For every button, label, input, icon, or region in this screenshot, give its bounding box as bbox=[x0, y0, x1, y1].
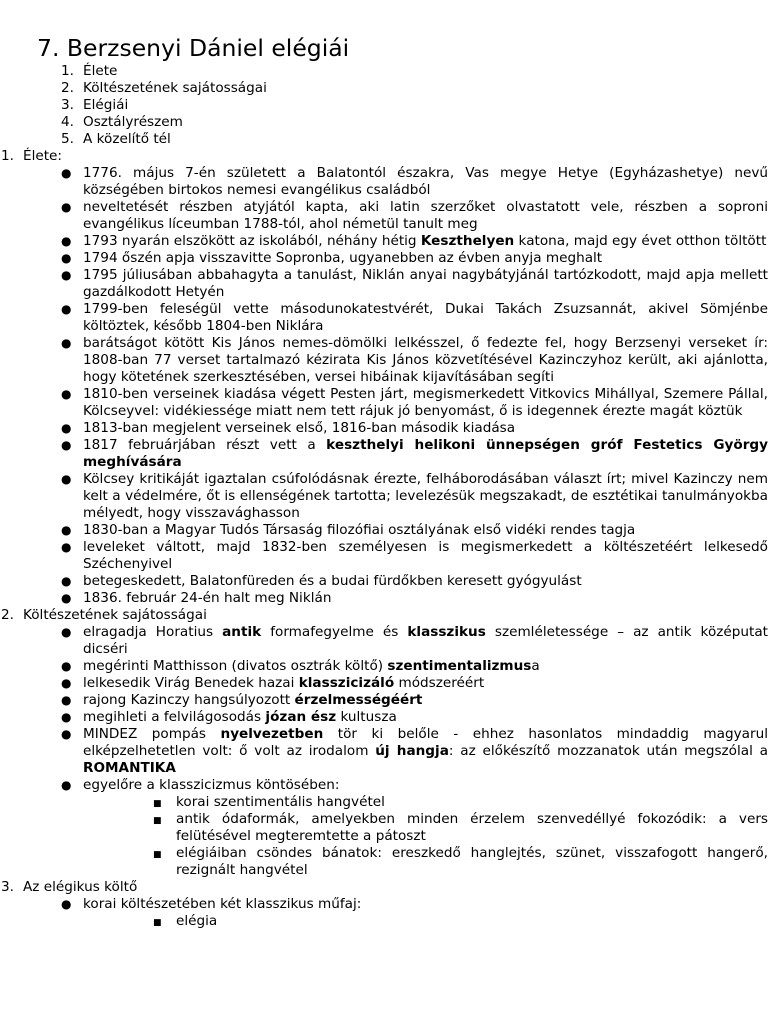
list-item-text: 1813-ban megjelent verseinek első, 1816-ban második kiadása bbox=[83, 420, 516, 436]
list-item bbox=[37, 522, 768, 539]
bullet-icon: ● bbox=[61, 659, 72, 673]
toc-number: 4. bbox=[61, 114, 74, 130]
list-item bbox=[37, 709, 768, 726]
list-item-text: barátságot kötött Kis János nemes-dömölki lelkésszel, ő fedezte fel, hogy Berzsenyi verseket ír: 1808-ban 77 verset tartalmazó kézirata Kis János közvetítésével Kazinczyhoz került, aki ajánlotta, hogy kötetének szerkesztésében, versei hibáinak kijavításában segíti bbox=[83, 335, 768, 385]
toc-number: 5. bbox=[61, 131, 74, 147]
bullet-icon: ● bbox=[61, 200, 72, 214]
list-item-text: rajong Kazinczy hangsúlyozott érzelmességéért bbox=[83, 692, 423, 708]
square-bullet-icon: ■ bbox=[153, 850, 162, 860]
list-item bbox=[37, 896, 768, 913]
bullet-icon: ● bbox=[61, 251, 72, 265]
toc-number: 1. bbox=[61, 63, 74, 79]
square-bullet-icon: ■ bbox=[153, 799, 162, 809]
sub-list-item bbox=[37, 913, 768, 930]
toc-number: 3. bbox=[61, 97, 74, 113]
list-item-text: megihleti a felvilágosodás józan ész kultusza bbox=[83, 709, 397, 725]
list-item bbox=[37, 437, 768, 471]
bullet-icon: ● bbox=[61, 472, 72, 486]
bullet-icon: ● bbox=[61, 523, 72, 537]
toc-item bbox=[37, 97, 768, 114]
toc-item bbox=[37, 80, 768, 97]
list-item-text: megérinti Matthisson (divatos osztrák költő) szentimentalizmusa bbox=[83, 658, 540, 674]
toc-text: A közelítő tél bbox=[83, 131, 171, 147]
section-heading-text: Költészetének sajátosságai bbox=[23, 607, 207, 623]
list-item-text: 1836. február 24-én halt meg Niklán bbox=[83, 590, 332, 606]
list-item bbox=[37, 675, 768, 692]
square-bullet-icon: ■ bbox=[153, 816, 162, 826]
list-item bbox=[37, 165, 768, 199]
section-heading-life bbox=[1, 148, 768, 165]
sub-list-item bbox=[37, 811, 768, 845]
list-item bbox=[37, 573, 768, 590]
list-item bbox=[37, 233, 768, 250]
bullet-icon: ● bbox=[61, 710, 72, 724]
section-number: 1. bbox=[1, 148, 14, 164]
list-item bbox=[37, 658, 768, 675]
section-number: 2. bbox=[1, 607, 14, 623]
toc-text: Élete bbox=[83, 63, 118, 79]
list-item bbox=[37, 250, 768, 267]
list-item bbox=[37, 777, 768, 794]
section-heading-text: Az elégikus költő bbox=[23, 879, 138, 895]
bullet-icon: ● bbox=[61, 693, 72, 707]
bullet-icon: ● bbox=[61, 591, 72, 605]
bullet-icon: ● bbox=[61, 438, 72, 452]
bullet-icon: ● bbox=[61, 676, 72, 690]
bullet-icon: ● bbox=[61, 268, 72, 282]
list-item-text: egyelőre a klasszicizmus köntösében: bbox=[83, 777, 340, 793]
sub-list-item-text: korai szentimentális hangvétel bbox=[176, 794, 385, 810]
list-item bbox=[37, 692, 768, 709]
list-item-text: lelkesedik Virág Benedek hazai klasszicizáló módszeréért bbox=[83, 675, 485, 691]
list-item bbox=[37, 471, 768, 522]
list-item bbox=[37, 267, 768, 301]
list-item bbox=[37, 590, 768, 607]
square-bullet-icon: ■ bbox=[153, 918, 162, 928]
list-item-text: Kölcsey kritikáját igaztalan csúfolódásnak érezte, felháborodásában választ írt; mivel Kazinczy nem kelt a védelmére, őt is ellenségének tartotta; levelezésük megszakadt, de esztétikai tanulmányokba mélyedt, hogy visszavághasson bbox=[83, 471, 768, 521]
bullet-icon: ● bbox=[61, 166, 72, 180]
sub-list-item bbox=[37, 845, 768, 879]
list-item bbox=[37, 624, 768, 658]
toc-text: Elégiái bbox=[83, 97, 129, 113]
list-item bbox=[37, 301, 768, 335]
sub-list-item-text: elégia bbox=[176, 913, 218, 929]
list-item-text: 1799-ben feleségül vette másodunokatestvérét, Dukai Takách Zsuzsannát, akivel Sömjénbe költöztek, később 1804-ben Niklára bbox=[83, 301, 768, 334]
bullet-icon: ● bbox=[61, 302, 72, 316]
list-item-text: betegeskedett, Balatonfüreden és a budai fürdőkben keresett gyógyulást bbox=[83, 573, 582, 589]
bullet-icon: ● bbox=[61, 421, 72, 435]
sub-list-item-text: elégiáiban csöndes bánatok: ereszkedő hanglejtés, szünet, visszafogott hangerő, rezignált hangvétel bbox=[176, 845, 768, 878]
page-title: 7. Berzsenyi Dániel elégiái bbox=[37, 34, 350, 62]
section-heading-poetry bbox=[1, 607, 768, 624]
bullet-icon: ● bbox=[61, 727, 72, 741]
bullet-icon: ● bbox=[61, 897, 72, 911]
section-heading-elegiac bbox=[1, 879, 768, 896]
toc-text: Osztályrészem bbox=[83, 114, 183, 130]
list-item bbox=[37, 420, 768, 437]
toc-number: 2. bbox=[61, 80, 74, 96]
toc-item bbox=[37, 114, 768, 131]
toc-text: Költészetének sajátosságai bbox=[83, 80, 267, 96]
list-item-text: elragadja Horatius antik formafegyelme és klasszikus szemléletessége – az antik középutat dicséri bbox=[83, 624, 768, 657]
list-item-text: 1793 nyarán elszökött az iskolából, néhány hétig Keszthelyen katona, majd egy évet otthon töltött bbox=[83, 233, 767, 249]
list-item bbox=[37, 386, 768, 420]
bullet-icon: ● bbox=[61, 574, 72, 588]
toc-item bbox=[37, 131, 768, 148]
sub-list-item bbox=[37, 794, 768, 811]
list-item-text: 1794 őszén apja visszavitte Sopronba, ugyanebben az évben anyja meghalt bbox=[83, 250, 603, 266]
list-item-text: 1776. május 7-én született a Balatontól északra, Vas megye Hetye (Egyházashetye) nevű községében birtokos nemesi evangélikus családból bbox=[83, 165, 768, 198]
list-item bbox=[37, 199, 768, 233]
section-number: 3. bbox=[1, 879, 14, 895]
bullet-icon: ● bbox=[61, 625, 72, 639]
list-item-text: neveltetését részben atyjától kapta, aki latin szerzőket olvastatott vele, részben a soproni evangélikus líceumban 1788-tól, ahol németül tanult meg bbox=[83, 199, 768, 232]
bullet-icon: ● bbox=[61, 540, 72, 554]
sub-list-item-text: antik ódaformák, amelyekben minden érzelem szenvedéllyé fokozódik: a vers felütésével megteremtette a pátoszt bbox=[176, 811, 768, 844]
list-item-text: leveleket váltott, majd 1832-ben személyesen is megismerkedett a költészetéért lelkesedő Széchenyivel bbox=[83, 539, 768, 572]
table-of-contents bbox=[37, 63, 768, 148]
list-item-text: 1817 februárjában részt vett a keszthelyi helikoni ünnepségen gróf Festetics György meghívására bbox=[83, 437, 768, 470]
list-item-text: MINDEZ pompás nyelvezetben tör ki belőle - ehhez hasonlatos mindaddig magyarul elképzelhetetlen volt: ő volt az irodalom új hangja: az előkészítő mozzanatok után megszólal a ROMANTIKA bbox=[83, 726, 768, 776]
list-item-text: 1810-ben verseinek kiadása végett Pesten járt, megismerkedett Vitkovics Mihállyal, Szemere Pállal, Kölcseyvel: vidékiessége miatt nem tett rájuk jó benyomást, ő is idegennek érezte magát köztük bbox=[83, 386, 768, 419]
list-item bbox=[37, 726, 768, 777]
bullet-icon: ● bbox=[61, 778, 72, 792]
bullet-icon: ● bbox=[61, 336, 72, 350]
bullet-icon: ● bbox=[61, 387, 72, 401]
list-item-text: 1830-ban a Magyar Tudós Társaság filozófiai osztályának első vidéki rendes tagja bbox=[83, 522, 636, 538]
toc-item bbox=[37, 63, 768, 80]
bullet-icon: ● bbox=[61, 234, 72, 248]
list-item-text: 1795 júliusában abbahagyta a tanulást, Niklán anyai nagybátyjánál tartózkodott, majd apja mellett gazdálkodott Hetyén bbox=[83, 267, 768, 300]
list-item bbox=[37, 335, 768, 386]
list-item bbox=[37, 539, 768, 573]
section-heading-text: Élete: bbox=[23, 148, 63, 164]
list-item-text: korai költészetében két klasszikus műfaj: bbox=[83, 896, 362, 912]
